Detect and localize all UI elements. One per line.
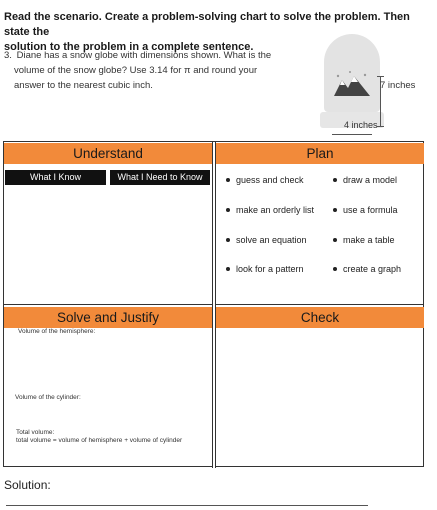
bullet-icon	[333, 238, 337, 242]
strategy-label: use a formula	[343, 205, 398, 215]
width-dimension-line	[332, 134, 372, 135]
strategy-label: solve an equation	[236, 235, 307, 245]
problem-text	[4, 48, 304, 93]
volume-hemisphere-label: Volume of the hemisphere:	[18, 328, 96, 335]
height-label: 7 inches	[380, 80, 416, 91]
bullet-icon	[226, 238, 230, 242]
strategy-item	[226, 205, 314, 215]
understand-heading: Understand	[4, 143, 212, 164]
strategy-item	[333, 235, 395, 245]
strategy-label: look for a pattern	[236, 264, 304, 274]
bullet-icon	[226, 178, 230, 182]
strategy-label: make a table	[343, 235, 395, 245]
snow-globe-scene-icon	[332, 70, 372, 98]
problem-solving-chart	[3, 141, 424, 467]
height-dimension-tick-bottom	[377, 126, 384, 127]
what-i-know-heading: What I Know	[5, 170, 106, 185]
problem-line-1: Diane has a snow globe with dimensions shown. What is the	[16, 50, 272, 61]
bullet-icon	[333, 267, 337, 271]
problem-line-3: answer to the nearest cubic inch.	[14, 80, 153, 91]
total-volume-formula: total volume = volume of hemisphere + volume of cylinder	[16, 437, 183, 444]
strategy-item	[333, 175, 397, 185]
check-heading: Check	[216, 307, 424, 328]
plan-heading: Plan	[216, 143, 424, 164]
strategy-label: draw a model	[343, 175, 398, 185]
bullet-icon	[333, 208, 337, 212]
column-divider	[212, 142, 216, 468]
strategy-label: make an orderly list	[236, 205, 315, 215]
bullet-icon	[333, 178, 337, 182]
solution-label: Solution:	[4, 478, 51, 492]
problem-line-2: volume of the snow globe? Use 3.14 for π and round your	[14, 65, 258, 76]
problem-number: 3.	[4, 50, 12, 61]
strategy-label: create a graph	[343, 264, 402, 274]
solve-justify-heading: Solve and Justify	[4, 307, 212, 328]
strategy-item	[226, 235, 307, 245]
volume-cylinder-label: Volume of the cylinder:	[15, 394, 81, 401]
instructions-line-2: solution to the problem in a complete sentence.	[4, 41, 254, 53]
width-label: 4 inches	[344, 120, 378, 130]
strategy-item	[333, 205, 398, 215]
solution-answer-line[interactable]	[6, 505, 368, 506]
snow-globe-figure	[318, 30, 428, 140]
instructions-line-1: Read the scenario. Create a problem-solving chart to solve the problem. Then state the	[4, 11, 410, 38]
bullet-icon	[226, 267, 230, 271]
total-volume-label: Total volume:	[16, 429, 55, 436]
strategy-item	[226, 264, 304, 274]
bullet-icon	[226, 208, 230, 212]
strategy-item	[333, 264, 401, 274]
strategy-label: guess and check	[236, 175, 304, 185]
what-i-need-heading: What I Need to Know	[110, 170, 210, 185]
strategy-item	[226, 175, 304, 185]
